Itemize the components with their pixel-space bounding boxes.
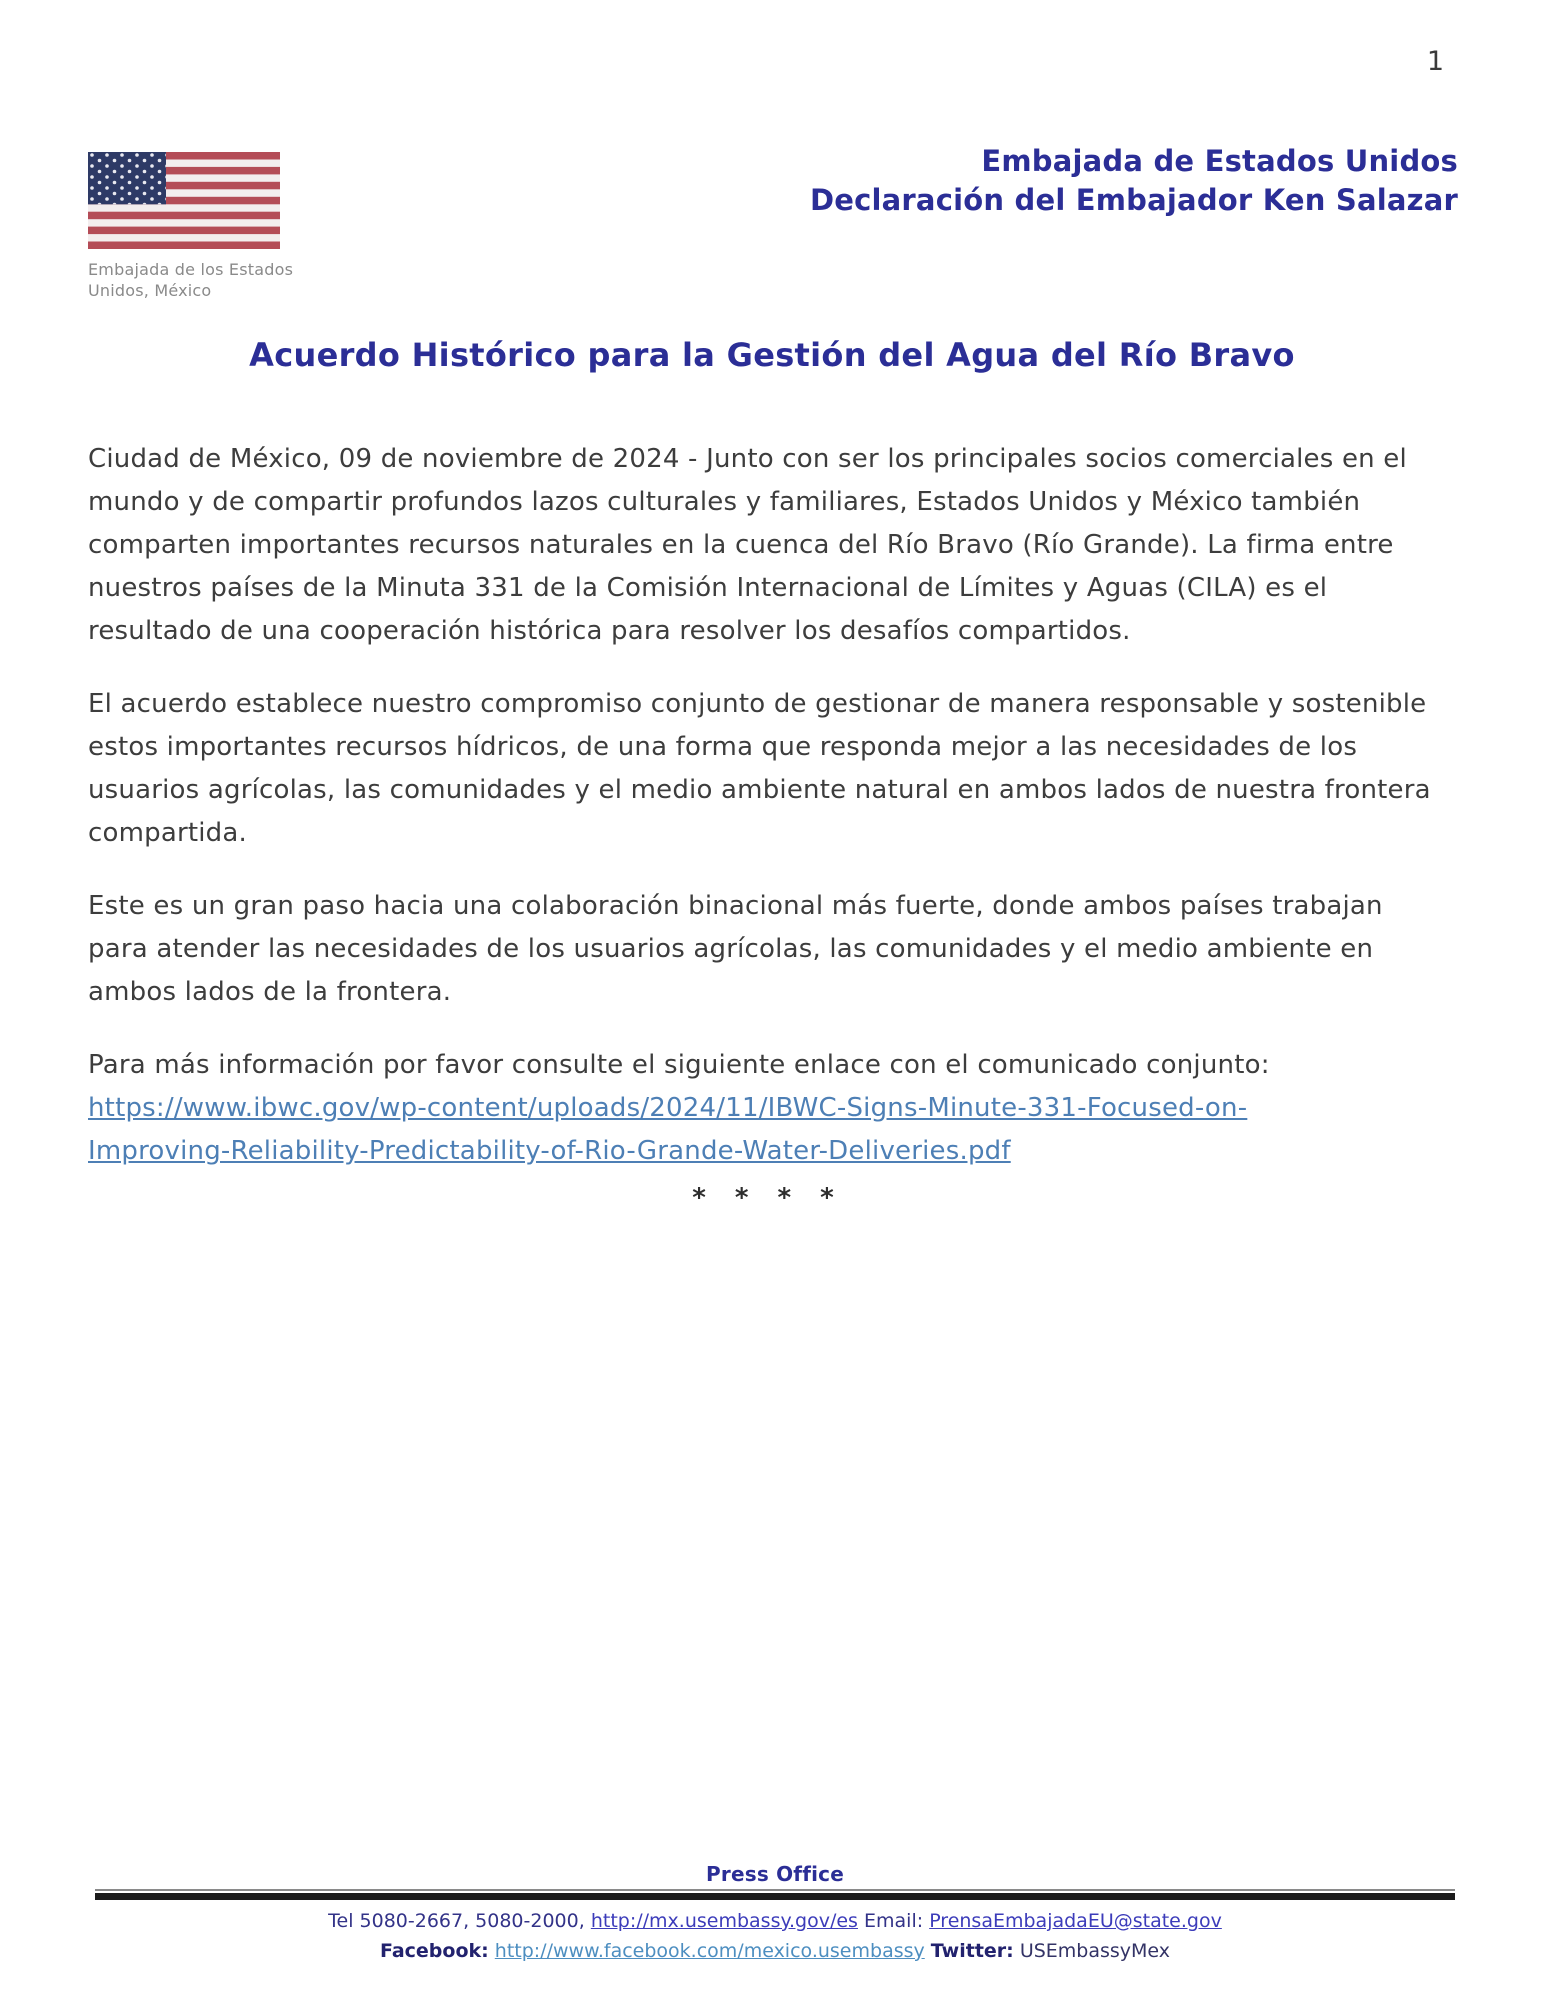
- facebook-label: Facebook:: [379, 1940, 489, 1962]
- document-body: [88, 438, 1448, 1220]
- ibwc-minute-link-line2[interactable]: Improving-Reliability-Predictability-of-Rio-Grande-Water-Deliveries.pdf: [88, 1136, 1011, 1166]
- document-header: [810, 142, 1458, 220]
- header-line2: Declaración del Embajador Ken Salazar: [809, 183, 1458, 217]
- footer-contact-line: [95, 1906, 1455, 1936]
- paragraph-4: [88, 1044, 1448, 1173]
- footer-tel-text: Tel 5080-2667, 5080-2000,: [328, 1910, 585, 1932]
- footer-title: Press Office: [706, 1862, 844, 1886]
- logo-caption: [88, 259, 318, 301]
- logo-caption-line2: Unidos, México: [88, 281, 212, 300]
- ibwc-minute-link-line1[interactable]: https://www.ibwc.gov/wp-content/uploads/2024/11/IBWC-Signs-Minute-331-Focused-on-: [88, 1093, 1248, 1123]
- twitter-handle: USEmbassyMex: [1019, 1940, 1171, 1962]
- us-flag-icon: [88, 152, 280, 249]
- press-email-link[interactable]: PrensaEmbajadaEU@state.gov: [929, 1910, 1222, 1932]
- header-line1: Embajada de Estados Unidos: [981, 144, 1458, 178]
- embassy-site-link[interactable]: http://mx.usembassy.gov/es: [590, 1910, 858, 1932]
- footer: [95, 1862, 1455, 1966]
- asterisk-separator: * * * *: [692, 1183, 844, 1213]
- footer-email-label: Email:: [864, 1910, 924, 1932]
- paragraph-2: El acuerdo establece nuestro compromiso conjunto de gestionar de manera responsable y sostenible estos importantes recursos hídricos, de una forma que responda mejor a las necesidades de los usuarios agrícolas, las comunidades y el medio ambiente natural en ambos lados de nuestra frontera compartida.: [88, 689, 1431, 848]
- page-number: 1: [1426, 46, 1444, 77]
- paragraph-3: Este es un gran paso hacia una colaboración binacional más fuerte, donde ambos países trabajan para atender las necesidades de los usuarios agrícolas, las comunidades y el medio ambiente en ambos lados de la frontera.: [88, 891, 1383, 1007]
- footer-rule-thin: [95, 1889, 1455, 1891]
- footer-rule-thick: [95, 1893, 1455, 1900]
- page-title: Acuerdo Histórico para la Gestión del Agua del Río Bravo: [249, 336, 1295, 374]
- facebook-link[interactable]: http://www.facebook.com/mexico.usembassy: [494, 1940, 925, 1962]
- twitter-label: Twitter:: [930, 1940, 1014, 1962]
- footer-social-line: [95, 1936, 1455, 1966]
- paragraph-1: Ciudad de México, 09 de noviembre de 2024 - Junto con ser los principales socios comerciales en el mundo y de compartir profundos lazos culturales y familiares, Estados Unidos y México también comparten importantes recursos naturales en la cuenca del Río Bravo (Río Grande). La firma entre nuestros países de la Minuta 331 de la Comisión Internacional de Límites y Aguas (CILA) es el resultado de una cooperación histórica para resolver los desafíos compartidos.: [88, 444, 1407, 646]
- paragraph-4-intro: Para más información por favor consulte el siguiente enlace con el comunicado conjunto:: [88, 1050, 1270, 1080]
- logo-caption-line1: Embajada de los Estados: [88, 260, 294, 279]
- embassy-logo: [88, 152, 318, 301]
